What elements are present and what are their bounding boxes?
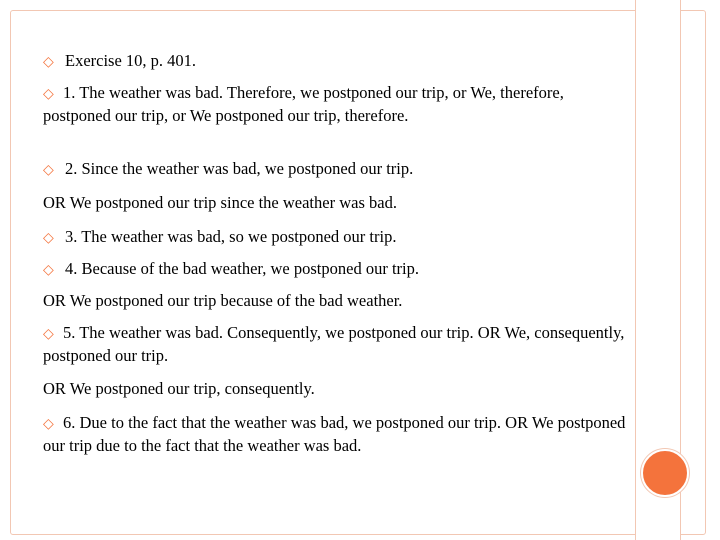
list-item-text: 2. Since the weather was bad, we postponed our trip.: [65, 159, 414, 178]
exercise-title-text: Exercise 10, p. 401.: [65, 51, 197, 70]
hollow-diamond-bullet-icon: ◇: [43, 262, 54, 278]
list-item-5-alt: [43, 378, 633, 399]
list-item-text: OR We postponed our trip, consequently.: [43, 379, 315, 398]
hollow-diamond-bullet-icon: ◇: [43, 230, 54, 246]
list-item-text: OR We postponed our trip because of the bad weather.: [43, 291, 403, 310]
list-item-3: [43, 226, 655, 249]
hollow-diamond-bullet-icon: ◇: [43, 416, 54, 432]
hollow-diamond-bullet-icon: ◇: [43, 54, 54, 70]
list-item-text: 3. The weather was bad, so we postponed our trip.: [65, 227, 397, 246]
list-item-2-alt: [43, 192, 633, 213]
list-item-5: [43, 322, 633, 366]
list-item-4: [43, 258, 655, 281]
list-item-2: [43, 158, 655, 181]
list-item-4-alt: [43, 290, 633, 311]
exercise-title-line: [43, 50, 655, 73]
hollow-diamond-bullet-icon: ◇: [43, 326, 54, 342]
list-item-text: 5. The weather was bad. Consequently, we postponed our trip. OR We, consequently, postponed our trip.: [43, 323, 625, 365]
list-item-text: OR We postponed our trip since the weather was bad.: [43, 193, 397, 212]
list-item-text: 6. Due to the fact that the weather was bad, we postponed our trip. OR We postponed our trip due to the fact that the weather was bad.: [43, 413, 626, 455]
hollow-diamond-bullet-icon: ◇: [43, 162, 54, 178]
list-item-text: 1. The weather was bad. Therefore, we postponed our trip, or We, therefore, postponed our trip, or We postponed our trip, therefore.: [43, 83, 564, 125]
accent-circle: [641, 449, 689, 497]
list-item-6: [43, 412, 633, 456]
list-item-text: 4. Because of the bad weather, we postponed our trip.: [65, 259, 419, 278]
hollow-diamond-bullet-icon: ◇: [43, 86, 54, 102]
list-item-1: [43, 82, 633, 126]
